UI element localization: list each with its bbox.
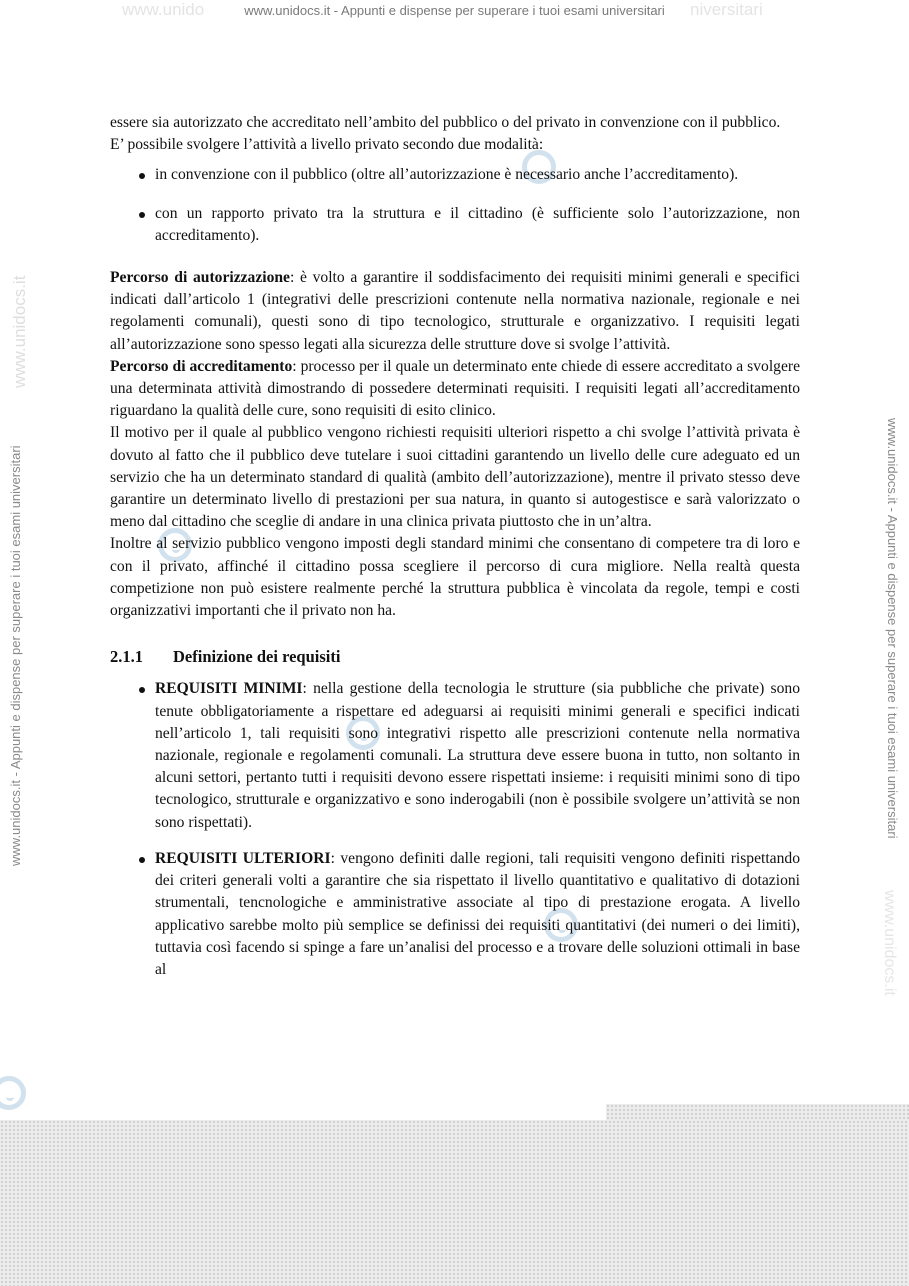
paragraph: essere sia autorizzato che accreditato nell’ambito del pubblico o del privato in convenzione con il pubblico. — [110, 114, 781, 131]
watermark-left-ghost: www.unidocs.it — [10, 275, 29, 388]
bullet-icon — [139, 173, 145, 179]
paragraph: E’ possibile svolgere l’attività a livello privato secondo due modalità: — [110, 136, 544, 154]
watermark-top-text: www.unidocs.it - Appunti e dispense per superare i tuoi esami universitari — [244, 3, 665, 18]
list-item — [110, 164, 800, 186]
watermark-logo-icon — [0, 1076, 26, 1110]
section-heading — [110, 646, 800, 668]
paragraph-accreditamento — [110, 356, 800, 423]
watermark-right: www.unidocs.it - Appunti e dispense per superare i tuoi esami universitari — [885, 418, 900, 839]
term-accreditamento: Percorso di accreditamento — [110, 357, 293, 375]
preview-mask — [0, 1120, 909, 1286]
watermark-left: www.unidocs.it - Appunti e dispense per superare i tuoi esami universitari — [8, 445, 23, 866]
text-accreditamento: : processo per il quale un determinato ente chiede di essere accreditato a svolgere una determinata attività dimostrando di possedere determinati requisiti. I requisiti legati all’accreditamento riguardano la qualità delle cure, sono requisiti di esito clinico. — [110, 357, 800, 420]
list-item — [110, 678, 800, 833]
bullet-list — [110, 164, 800, 247]
watermark-ghost-left: www.unido — [122, 0, 205, 19]
paragraph: Inoltre al servizio pubblico vengono imposti degli standard minimi che consentano di competere tra di loro e con il privato, affinché il cittadino possa scegliere il percorso di cura migliore. Nella realtà questa competizione non può esistere realmente perché la struttura pubblica è vincolata da regole, tempi e costi organizzativi importanti che il privato non ha. — [110, 535, 800, 620]
paragraph: Il motivo per il quale al pubblico vengono richiesti requisiti ulteriori rispetto a chi svolge l’attività privata è dovuto al fatto che il pubblico deve tutelare i suoi cittadini garantendo un livello delle cure adeguato ed un servizio che ha un determinato standard di qualità (ambito dell’autorizzazione), mentre il privato stesso deve garantire un determinato livello di prestazioni per sua natura, in quanto si autogestisce e sarà valorizzato o meno dal cittadino che sceglie di andare in una clinica privata piuttosto che in un’altra. — [110, 424, 800, 531]
bullet-icon — [139, 212, 145, 218]
text-autorizzazione: : è volto a garantire il soddisfacimento dei requisiti minimi generali e specifici indicati dall’articolo 1 (integrativi delle prescrizioni contenute nella normativa nazionale, regionale e nei regolamenti comunali), questi sono di tipo tecnologico, strutturale e organizzativo. I requisiti legati all’autorizzazione sono spesso legati alla sicurezza delle strutture dove si svolge l’attività. — [110, 269, 800, 353]
paragraph-autorizzazione — [110, 267, 800, 356]
bullet-icon — [139, 687, 145, 693]
document-body — [110, 112, 800, 995]
term-requisiti-minimi: REQUISITI MINIMI — [155, 680, 303, 698]
list-item — [110, 848, 800, 981]
bullet-list-requisiti — [110, 678, 800, 981]
list-item-text: : nella gestione della tecnologia le strutture (sia pubbliche che private) sono tenute obbligatoriamente a rispettare ed adeguarsi ai requisiti minimi generali e specifici indicati nell’articolo 1, tali requisiti sono integrativi rispetto alle prescrizioni contenute nella normativa nazionale, regionale e regolamenti comunali. La struttura deve essere buona in tutto, non soltanto in alcuni settori, pertanto tutti i requisiti devono essere rispettati insieme: i requisiti minimi sono di tipo tecnologico, strutturale e organizzativo e sono inderogabili (non è possibile svolgere un’attività se non sono rispettati). — [155, 680, 800, 831]
watermark-ghost-right: niversitari — [690, 0, 763, 19]
watermark-top — [0, 0, 909, 19]
term-requisiti-ulteriori: REQUISITI ULTERIORI — [155, 849, 331, 867]
section-title: Definizione dei requisiti — [173, 647, 341, 667]
list-item-text: in convenzione con il pubblico (oltre all’autorizzazione è necessario anche l’accreditamento). — [155, 166, 739, 184]
section-number: 2.1.1 — [110, 647, 143, 667]
term-autorizzazione: Percorso di autorizzazione — [110, 269, 290, 287]
list-item-text: con un rapporto privato tra la struttura e il cittadino (è sufficiente solo l’autorizzazione, non accreditamento). — [155, 204, 800, 244]
watermark-right-ghost: www.unidocs.it — [881, 890, 898, 996]
bullet-icon — [139, 857, 145, 863]
list-item — [110, 203, 800, 247]
list-item-text: : vengono definiti dalle regioni, tali requisiti vengono definiti rispettando dei criteri generali volti a garantire che sia rispettato il livello quantitativo e qualitativo di dotazioni strumentali, tencnologiche e amministrative associate al tipo di prestazione erogata. A livello applicativo sarebbe molto più semplice se definissi dei requisiti quantitativi (dei numeri o dei limiti), tuttavia così facendo si spinge a fare un’analisi del processo e a trovare delle soluzioni ottimali in base al — [155, 849, 800, 978]
